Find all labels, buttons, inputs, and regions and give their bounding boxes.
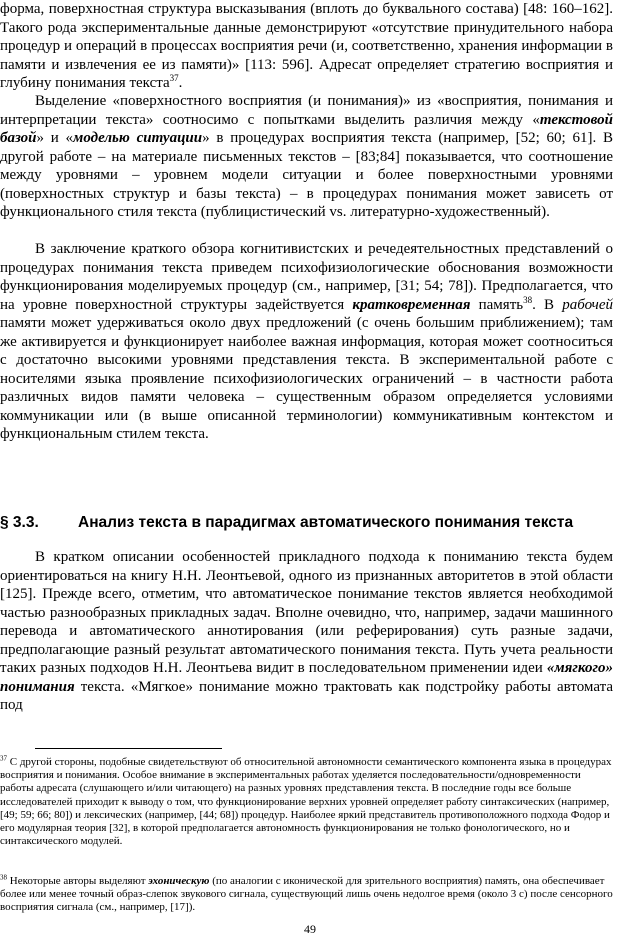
term-text-base: текстовой базой [0,111,613,146]
footnote-marker: 38 [0,873,7,882]
footnote-ref-38[interactable]: 38 [523,294,533,305]
footnote-divider [35,748,222,749]
text-run: . В [532,296,563,313]
footnote-marker: 37 [0,754,7,763]
text-run: » и « [36,130,74,146]
page-number: 49 [304,922,316,936]
section-heading [0,513,613,533]
text-run: . [178,75,183,91]
paragraph-surface-perception [0,92,613,222]
paragraph-analysis [0,548,613,715]
footnote-38 [0,875,613,915]
footnote-ref-37[interactable]: 37 [169,73,179,83]
term-situation-model: моделью ситуации [73,130,203,146]
term-short-term: кратковременная [352,296,471,313]
text-run: Выделение «поверхностного восприятия (и понимания)» из «восприятия, понимания и интерпретации текста» соотносимо с попытками выделить различия между « [0,93,613,128]
text-run: форма, поверхностная структура высказывания (вплоть до буквального состава) [48: 160–162]. Такого рода экспериментальные данные демонстрируют «отсутствие принудительного набора процедур и операций в процессах восприятия речи (и, соответственно, хранения информации в памяти и извлечения ее из памяти)» [113: 596]. Адресат определяет стратегию восприятия и глубину понимания текста [0,1,613,91]
term-echoic: эхоническую [148,875,210,887]
text-run: памяти может удерживаться около двух предложений (с очень большим приближением); там же активируется и функционирует наиболее важная информация, которая может соотноситься с достаточно высокими уровнями представления текста. В экспериментальной работе с носителями языка проявление психофизиологических ограничений – в частности работа различных видов памяти человека – существенным образом определяется условиями коммуникации или (в выше описанной терминологии) коммуникативным контекстом и функциональным стилем текста. [0,315,613,442]
section-title: Анализ текста в парадигмах автоматического понимания текста [78,514,574,531]
text-run: текста. «Мягкое» понимание можно трактовать как подстройку работы автомата под [0,678,613,713]
term-working-memory: рабочей [562,296,613,313]
section-number: § 3.3. [0,514,39,531]
text-run: » в процедурах восприятия текста (например, [52; 60; 61]. В другой работе – на материале письменных текстов – [83;84] показывается, что соотношение между уровнями – уровнем модели ситуации и более поверхностными уровнями (поверхностных структур и базы текста) – в процедурах понимания может зависеть от функционального стиля текста (публицистический vs. литературно-художественный). [0,130,613,220]
footnote-text: Некоторые авторы выделяют [7,875,149,887]
text-run: В заключение краткого обзора когнитивистских и речедеятельностных представлений о процедурах понимания текста приведем психофизиологические обоснования возможности функционирования моделируемых процедур (см., например, [31; 54; 78]). Предполагается, что на уровне поверхностной структуры задействуется [0,241,613,313]
text-run: память [470,296,524,313]
paragraph-continued [0,0,613,93]
footnote-text: С другой стороны, подобные свидетельствуют об относительной автономности семантического компонента языка в процедурах восприятия и понимания. Особое внимание в экспериментальных работах уделяется последовательности/одновременности работы адресата (слушающего и/или читающего) на разных уровнях представления текста. В последние годы все больше исследователей приходит к выводу о том, что функционирование верхних уровней определяет работу синтаксических (например, [49; 59; 66; 80]) и лексических (например, [44; 68]) процедур. Наиболее яркий представитель противоположного подхода Фодор и его модулярная теория [32], в которой предполагается автономность функционирования не только фонологического, но и синтаксического модулей. [0,756,612,848]
footnote-37 [0,756,613,848]
footnote-text: (по аналогии с иконической для зрительного восприятия) память, она обеспечивает более или менее точный образ-слепок звукового сигнала, существующий лишь очень недолгое время (около 3 с) после сенсорного восприятия сигнала (см., например, [17]). [0,875,613,914]
text-run: В кратком описании особенностей прикладного подхода к пониманию текста будем ориентироваться на книгу Н.Н. Леонтьевой, одного из признанных авторитетов в этой области [125]. Прежде всего, отметим, что автоматическое понимание текстов является необходимой частью разнообразных прикладных задач. Вполне очевидно, что, например, задачи машинного перевода и автоматического аннотирования (или реферирования) суть разные задачи, предполагающие разный результат автоматического понимания текста. Путь учета реальности таких разных подходов Н.Н. Леонтьева видит в последовательном применении идеи [0,549,613,676]
term-soft-understanding: «мягкого» понимания [0,660,613,695]
paragraph-conclusion [0,240,613,444]
